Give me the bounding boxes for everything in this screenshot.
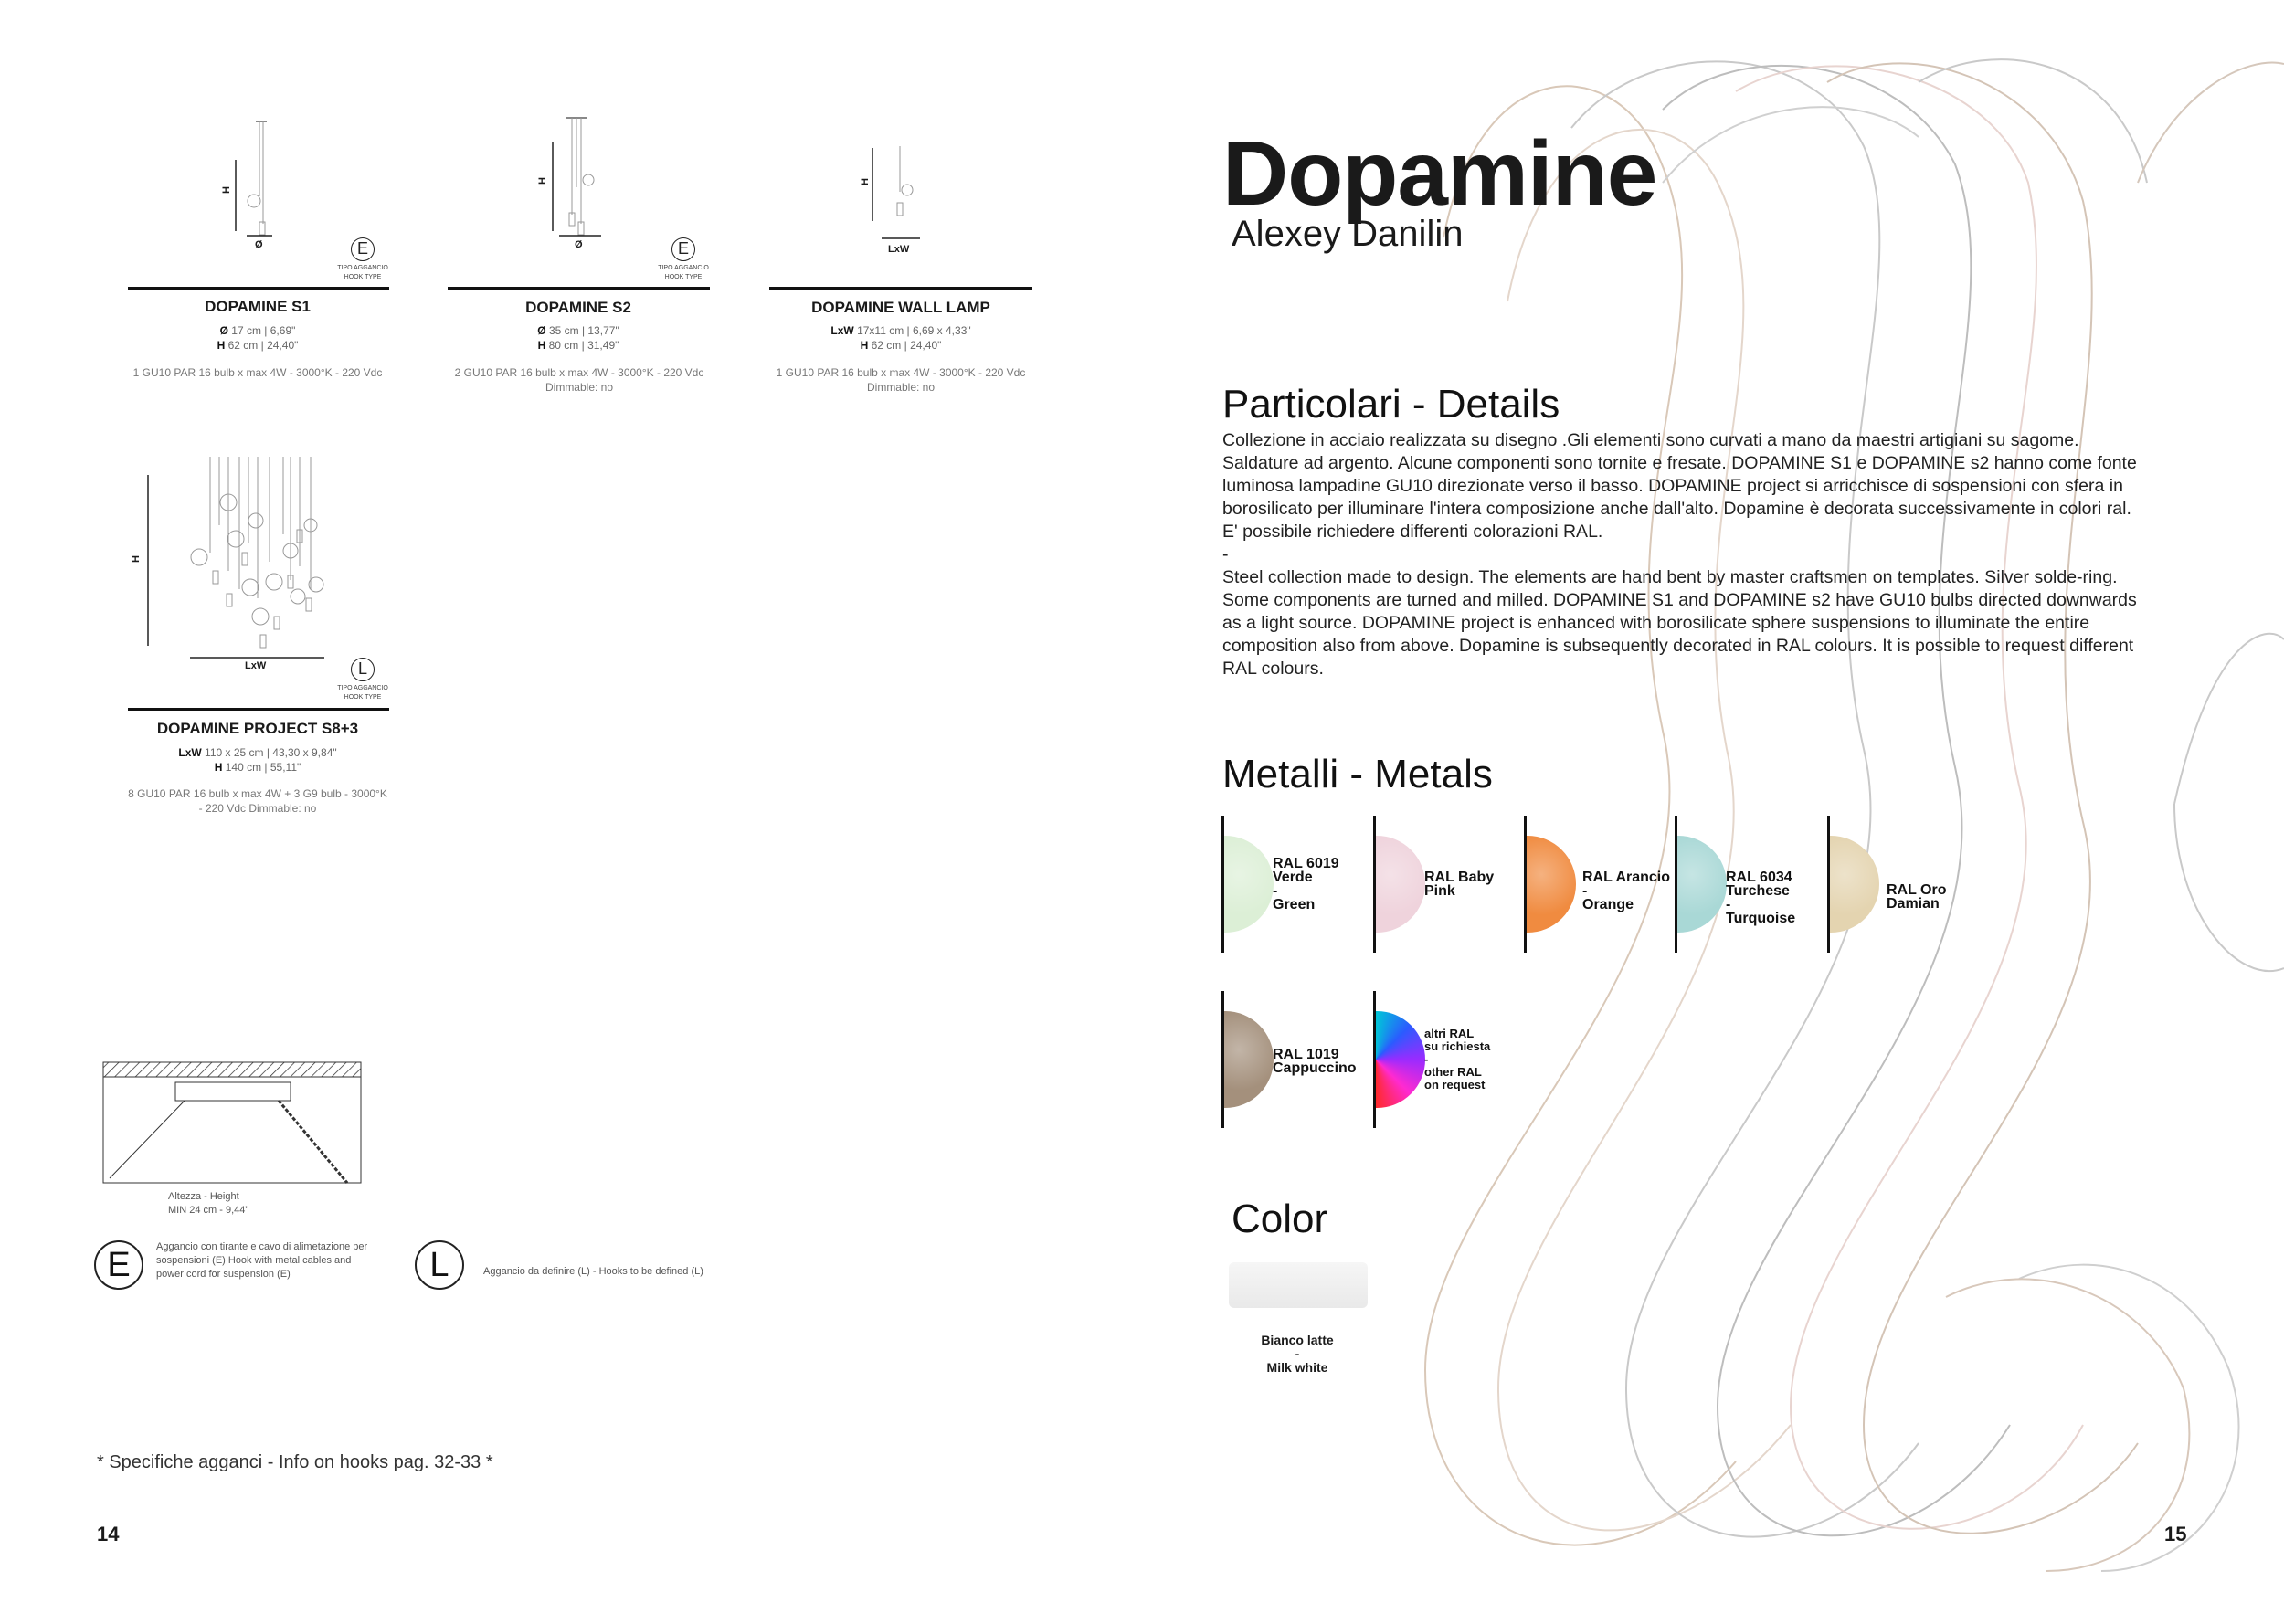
hook-type-badge: L TIPO AGGANCIO HOOK TYPE [337,659,388,701]
dim-label-h: H [859,178,871,185]
details-separator: - [1222,544,1229,564]
metal-swatch-other-ral: altri RAL su richiesta - other RAL on request [1373,991,1528,1128]
wall-lamp-drawing [863,137,936,247]
hook-l-legend-text: Aggancio da definire (L) - Hooks to be defined (L) [483,1266,703,1277]
collection-title: Dopamine [1222,122,1657,225]
metals-heading: Metalli - Metals [1222,752,1493,796]
dim-label-h: H [220,186,232,194]
dim-label-h: H [536,177,548,185]
hook-e-legend-text: Aggancio con tirante e cavo di alimetazione per sospensioni (E) Hook with metal cables and power cord for suspension (E) [156,1241,368,1280]
dim-label-diameter: Ø [575,239,583,250]
metal-swatch-oro-damian: RAL Oro Damian [1827,816,1983,953]
product-title: DOPAMINE S1 [205,298,311,315]
ceiling-mount-diagram [100,1060,365,1187]
hook-e-legend-icon: E [94,1240,143,1290]
hook-letter: E [351,237,375,261]
product-rule [769,287,1032,290]
product-note: 1 GU10 PAR 16 bulb x max 4W - 3000°K - 220 Vdc Dimmable: no [776,366,1026,394]
milk-white-label: Bianco latte - Milk white [1261,1333,1334,1375]
s1-drawing [219,114,301,251]
dim-label-lxw: LxW [888,244,910,255]
product-note: 8 GU10 PAR 16 bulb x max 4W + 3 G9 bulb - 3000°K - 220 Vdc Dimmable: no [128,787,387,815]
product-title: DOPAMINE S2 [525,299,631,316]
product-title: DOPAMINE PROJECT S8+3 [156,720,359,737]
designer-name: Alexey Danilin [1232,214,1464,254]
page-number-right: 15 [2164,1523,2187,1545]
product-spec: LxW 17x11 cm | 6,69 x 4,33" H 62 cm | 24,40" [830,324,971,352]
dim-label-h: H [130,555,142,563]
dim-label-diameter: Ø [255,239,263,250]
metal-swatch-turquoise: RAL 6034 Turchese - Turquoise [1675,816,1830,953]
swatch-color [1224,836,1274,933]
details-text-italian: Collezione in acciaio realizzata su disegno .Gli elementi sono curvati a mano da maestri artigiani su sagome. Saldature ad argento. Alcune componenti sono tornite e fresate. DOPAMINE S1 e DOPAMINE s2 hanno come fonte luminosa lampadine GU10 direzionate verso il basso. DOPAMINE project si arricchisce di sospensioni con sfera in borosilicato per illuminare l'intera composizione anche dall'alto. Dopamine è decorata successivamente in colori ral. E' possibile richiedere differenti colorazioni RAL. [1222,430,2137,542]
hook-type-badge: E TIPO AGGANCIO HOOK TYPE [658,239,709,280]
product-note: 2 GU10 PAR 16 bulb x max 4W - 3000°K - 220 Vdc Dimmable: no [454,366,704,394]
product-rule [128,287,389,290]
milk-white-swatch [1229,1262,1368,1308]
product-spec: Ø 17 cm | 6,69" H 62 cm | 24,40" [217,324,299,352]
details-heading: Particolari - Details [1222,382,1560,427]
hook-letter: L [351,658,375,681]
metal-swatch-cappuccino: RAL 1019 Cappuccino [1221,991,1377,1128]
hook-type-badge: E TIPO AGGANCIO HOOK TYPE [337,239,388,280]
product-spec: Ø 35 cm | 13,77" H 80 cm | 31,49" [537,324,619,352]
metal-swatch-green: RAL 6019 Verde - Green [1221,816,1377,953]
product-title: DOPAMINE WALL LAMP [811,299,990,316]
product-note: 1 GU10 PAR 16 bulb x max 4W - 3000°K - 220 Vdc [132,366,383,379]
metal-swatch-orange: RAL Arancio - Orange [1524,816,1679,953]
product-spec: LxW 110 x 25 cm | 43,30 x 9,84" H 140 cm | 55,11" [178,746,337,774]
product-rule [128,708,389,711]
hooks-footnote: * Specifiche agganci - Info on hooks pag. 32-33 * [97,1452,493,1472]
dim-label-lxw: LxW [245,660,267,671]
hook-l-legend-icon: L [415,1240,464,1290]
project-drawing [137,452,365,671]
details-text [1222,429,2145,680]
metal-swatch-baby-pink: RAL Baby Pink [1373,816,1528,953]
details-text-english: Steel collection made to design. The elements are hand bent by master craftsmen on templates. Silver solde-ring. Some components are turned and milled. DOPAMINE S1 and DOPAMINE s2 have GU10 bulbs directed downwards as a light source. DOPAMINE project is enhanced with borosilicate sphere suspensions to illuminate the entire composition also from above. Dopamine is subsequently decorated in RAL colours. It is possible to request different RAL colours. [1222,567,2137,679]
color-heading: Color [1232,1197,1328,1241]
product-rule [448,287,710,290]
ceiling-caption: Altezza - Height MIN 24 cm - 9,44" [168,1191,249,1216]
page-number-left: 14 [97,1523,120,1545]
s2-drawing [536,114,630,251]
hook-letter: E [671,237,695,261]
